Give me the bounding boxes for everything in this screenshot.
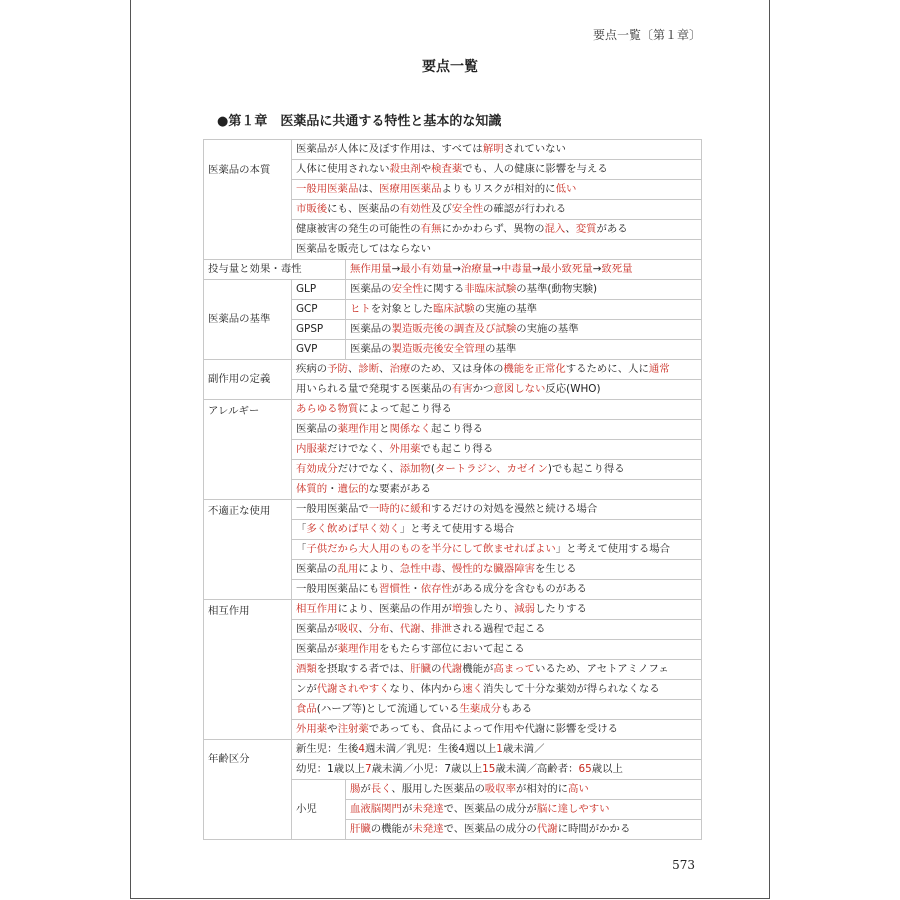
category-essence-cont [204,180,292,260]
body-text: は、 [358,183,380,195]
standard-gcp: GCP [292,300,346,320]
body-text: に時間がかかる [557,823,631,835]
highlight-term: 高い [568,783,589,795]
body-text: 医薬品の [296,563,338,575]
table-row [346,800,702,820]
body-text: 医薬品が [296,643,338,655]
body-text: よりもリスクが相対的に [441,183,556,195]
highlight-term: 肝臓 [350,823,371,835]
body-text: がある [596,223,628,235]
highlight-term: 吸収率 [484,783,517,795]
body-text: により、医薬品の作用が [337,603,452,615]
body-text: 、 [389,623,400,635]
table-row [292,380,702,400]
table-row [292,560,702,580]
table-row [292,180,702,200]
highlight-term: 薬理作用 [337,643,380,655]
highlight-term: 安全性 [451,203,484,215]
body-text: の基準(動物実験) [516,283,598,295]
highlight-term: 機能を正常化 [503,363,566,375]
body-text: 「 [296,543,307,555]
highlight-term: 外用薬 [296,723,328,735]
highlight-term: 腸 [350,783,361,795]
body-text: 医薬品が人体に及ぼす作用は、すべては [296,143,483,155]
highlight-term: 治療 [389,363,411,375]
body-text: が [360,783,371,795]
highlight-term: 1 [496,743,503,755]
body-text: 週未満／乳児：生後4週以上 [364,743,497,755]
highlight-term: 中毒量 [500,263,533,275]
body-text: 消失して十分な薬効が得られなくなる [483,683,660,695]
body-text: な要素がある [368,483,432,495]
highlight-term: 15 [482,763,496,775]
category-essence: 医薬品の本質 [204,140,292,180]
body-text: 歳未満／小児：7歳以上 [371,763,483,775]
body-text: の実施の基準 [474,303,538,315]
body-text: → [592,263,602,275]
body-text: → [492,263,501,275]
table-row [346,260,702,280]
body-text: 健康被害の発生の可能性の [296,223,421,235]
running-header: 要点一覧〔第１章〕 [592,28,701,42]
subcategory-child: 小児 [292,780,346,840]
body-text: なり、体内から [389,683,463,695]
highlight-term: あらゆる物質 [296,403,359,415]
body-text: 人体に使用されない [296,163,390,175]
body-text: したり、 [472,603,515,615]
body-text: 」と考えて使用する場合 [555,543,671,555]
highlight-term: 診断 [358,363,380,375]
highlight-term: 致死量 [601,263,633,275]
category-age: 年齢区分 [204,740,292,840]
table-row [346,780,702,800]
highlight-term: 殺虫剤 [389,163,421,175]
body-text: や [327,723,338,735]
highlight-term: 生薬成分 [459,703,502,715]
highlight-term: 長く [370,783,392,795]
standard-gpsp: GPSP [292,320,346,340]
body-text: をもたらす部位において起こる [379,643,525,655]
highlight-term: 速く [462,683,484,695]
body-text: がある成分を含むものがある [451,583,587,595]
body-text: 医薬品の [350,323,392,335]
body-text: 機能が [462,663,494,675]
highlight-term: 最小有効量 [400,263,453,275]
highlight-term: 通常 [648,363,670,375]
standard-gvp: GVP [292,340,346,360]
body-text: の実施の基準 [516,323,579,335]
table-row [346,280,702,300]
table-row [292,200,702,220]
body-text: を摂取する者では、 [316,663,411,675]
body-text: が [401,803,413,815]
body-text: 医薬品の [350,343,392,355]
highlight-term: 減弱 [514,603,535,615]
table-row [346,820,702,840]
body-text: 歳未満／高齢者： [495,763,579,775]
body-text: にかかわらず、異物の [441,223,545,235]
body-text: 」と考えて使用する場合 [399,523,515,535]
highlight-term: 安全性 [391,283,423,295]
body-text: と [379,423,390,435]
body-text: でも、人の健康に影響を与える [462,163,608,175]
highlight-term: 一般用医薬品 [296,183,359,195]
highlight-term: 遺伝的 [337,483,369,495]
table-row [292,140,702,160]
body-text: であっても、食品によって作用や代謝に影響を受ける [368,723,619,735]
category-interaction: 相互作用 [204,600,292,740]
body-text: を生じる [534,563,577,575]
body-text: 反応(WHO) [545,383,601,395]
body-text: を対象とした [370,303,434,315]
body-text: の [431,663,442,675]
highlight-term: 有無 [420,223,442,235]
body-text: するだけの対処を漫然と続ける場合 [431,503,598,515]
body-text: 及び [431,203,452,215]
summary-table [203,139,702,840]
body-text: される過程で起こる [451,623,546,635]
table-row [292,520,702,540]
highlight-term: タートラジン、カゼイン [434,463,548,475]
table-row [292,760,702,780]
body-text: 医薬品の [296,423,338,435]
body-text: 歳未満／ [502,743,545,755]
table-row [292,620,702,640]
highlight-term: 乱用 [337,563,359,575]
body-text: 起こり得る [431,423,484,435]
highlight-term: 増強 [451,603,473,615]
body-text: により、 [358,563,400,575]
highlight-term: 内服薬 [296,443,328,455]
highlight-term: 食品 [296,703,317,715]
table-row [292,700,702,720]
highlight-term: 医療用医薬品 [379,183,442,195]
body-text: の確認が行われる [483,203,567,215]
table-row [292,220,702,240]
highlight-term: 有効性 [399,203,432,215]
highlight-term: 製造販売後の調査及び試験 [391,323,517,335]
body-text: 、 [347,363,359,375]
highlight-term: 関係なく [389,423,432,435]
body-text: だけでなく、 [337,463,400,475]
highlight-term: 変質 [575,223,597,235]
body-text: したりする [534,603,587,615]
highlight-term: 一時的に緩和 [368,503,432,515]
highlight-term: 体質的 [296,483,328,495]
body-text: 用いられる量で発現する医薬品の [296,383,452,395]
body-text: → [391,263,401,275]
highlight-term: 肝臓 [410,663,432,675]
highlight-term: 代謝 [399,623,421,635]
body-text: 一般用医薬品にも [296,583,380,595]
highlight-term: 未発達 [412,823,444,835]
body-text: 歳以上 [591,763,623,775]
chapter-heading: ●第１章 医薬品に共通する特性と基本的な知識 [217,114,502,129]
highlight-term: 混入 [544,223,566,235]
standard-glp: GLP [292,280,346,300]
highlight-term: 相互作用 [296,603,338,615]
table-row [292,420,702,440]
highlight-term: ヒト [350,303,371,315]
highlight-term: 意図しない [493,383,546,395]
highlight-term: 子供だから大人用のものを半分にして飲ませればよい [306,543,556,555]
table-row [292,460,702,480]
body-text: のため、又は身体の [410,363,504,375]
body-text: )でも起こり得る [547,463,625,475]
highlight-term: 習慣性 [379,583,411,595]
category-misuse: 不適正な使用 [204,500,292,600]
highlight-term: 依存性 [420,583,452,595]
page-title: 要点一覧 [422,59,478,75]
body-text: の基準 [485,343,517,355]
table-row [292,600,702,620]
highlight-term: 65 [578,763,592,775]
highlight-term: 非臨床試験 [464,283,517,295]
table-row [292,720,702,740]
body-text: 新生児：生後 [296,743,359,755]
body-text: いるため、アセトアミノフェ [534,663,669,675]
highlight-term: 分布 [368,623,390,635]
highlight-term: 予防 [327,363,348,375]
highlight-term: 解明 [482,143,504,155]
body-text: ・ [410,583,421,595]
body-text: (ハーブ等)として流通している [316,703,460,715]
body-text: によって起こり得る [358,403,452,415]
category-standards: 医薬品の基準 [204,280,292,360]
highlight-term: 治療量 [460,263,493,275]
highlight-term: 脳に達しやすい [536,803,610,815]
table-row [292,240,702,260]
highlight-term: 急性中毒 [399,563,442,575]
body-text: 一般用医薬品で [296,503,369,515]
body-text: するために、人に [565,363,649,375]
highlight-term: 製造販売後安全管理 [391,343,486,355]
highlight-term: 有害 [451,383,473,395]
body-text: ンが [296,683,317,695]
table-row [346,320,702,340]
body-text: されていない [503,143,566,155]
highlight-term: 臨床試験 [433,303,475,315]
body-text: 医薬品の [350,283,392,295]
body-text: にも、医薬品の [327,203,400,215]
table-row [292,540,702,560]
category-dose: 投与量と効果・毒性 [204,260,346,280]
highlight-term: 薬理作用 [337,423,380,435]
highlight-term: 慢性的な臓器障害 [451,563,535,575]
table-row [346,340,702,360]
category-allergy: アレルギー [204,400,292,500]
body-text: ・ [327,483,338,495]
table-row [292,740,702,760]
highlight-term: 多く飲めば早く効く [306,523,400,535]
category-side-effect: 副作用の定義 [204,360,292,400]
table-row [292,160,702,180]
body-text: かつ [472,383,494,395]
highlight-term: 市販後 [296,203,328,215]
highlight-term: 注射薬 [337,723,369,735]
highlight-term: 血液脳関門 [350,803,402,815]
table-row [292,580,702,600]
highlight-term: 吸収 [337,623,359,635]
body-text: 疾病の [296,363,328,375]
table-row [292,660,702,680]
highlight-term: 無作用量 [350,263,392,275]
body-text: が相対的に [516,783,568,795]
table-row [292,400,702,420]
highlight-term: 代謝 [536,823,558,835]
body-text: で、医薬品の成分の [443,823,537,835]
highlight-term: 酒類 [296,663,317,675]
body-text: 医薬品が [296,623,338,635]
body-text: → [452,263,461,275]
body-text: や [420,163,432,175]
highlight-term: 添加物 [399,463,431,475]
body-text: 幼児：1歳以上 [296,763,365,775]
body-text: だけでなく、 [327,443,390,455]
table-row [292,360,702,380]
table-row [292,500,702,520]
page [130,0,770,899]
highlight-term: 外用薬 [389,443,421,455]
table-row [292,680,702,700]
body-text: に関する [422,283,465,295]
table-row [346,300,702,320]
highlight-term: 排泄 [431,623,452,635]
body-text: 、 [565,223,576,235]
body-text: 、 [358,623,369,635]
highlight-term: 代謝されやすく [316,683,390,695]
body-text: 、 [441,563,452,575]
body-text: でも起こり得る [420,443,494,455]
body-text: 、 [379,363,390,375]
body-text: 「 [296,523,307,535]
highlight-term: 4 [358,743,365,755]
table-row [292,440,702,460]
table-row [292,480,702,500]
body-text: → [532,263,541,275]
body-text: の機能が [370,823,413,835]
highlight-term: 有効成分 [296,463,338,475]
highlight-term: 低い [555,183,577,195]
highlight-term: 代謝 [441,663,463,675]
highlight-term: 7 [364,763,372,775]
body-text: もある [501,703,533,715]
body-text: 、服用した医薬品の [391,783,485,795]
body-text: 、 [420,623,432,635]
page-number: 573 [672,858,695,872]
body-text: 医薬品を販売してはならない [296,243,432,255]
highlight-term: 高まって [493,663,535,675]
highlight-term: 検査薬 [431,163,463,175]
body-text: ( [430,463,435,475]
table-row [292,640,702,660]
body-text: で、医薬品の成分が [443,803,537,815]
highlight-term: 未発達 [412,803,444,815]
highlight-term: 最小致死量 [540,263,593,275]
